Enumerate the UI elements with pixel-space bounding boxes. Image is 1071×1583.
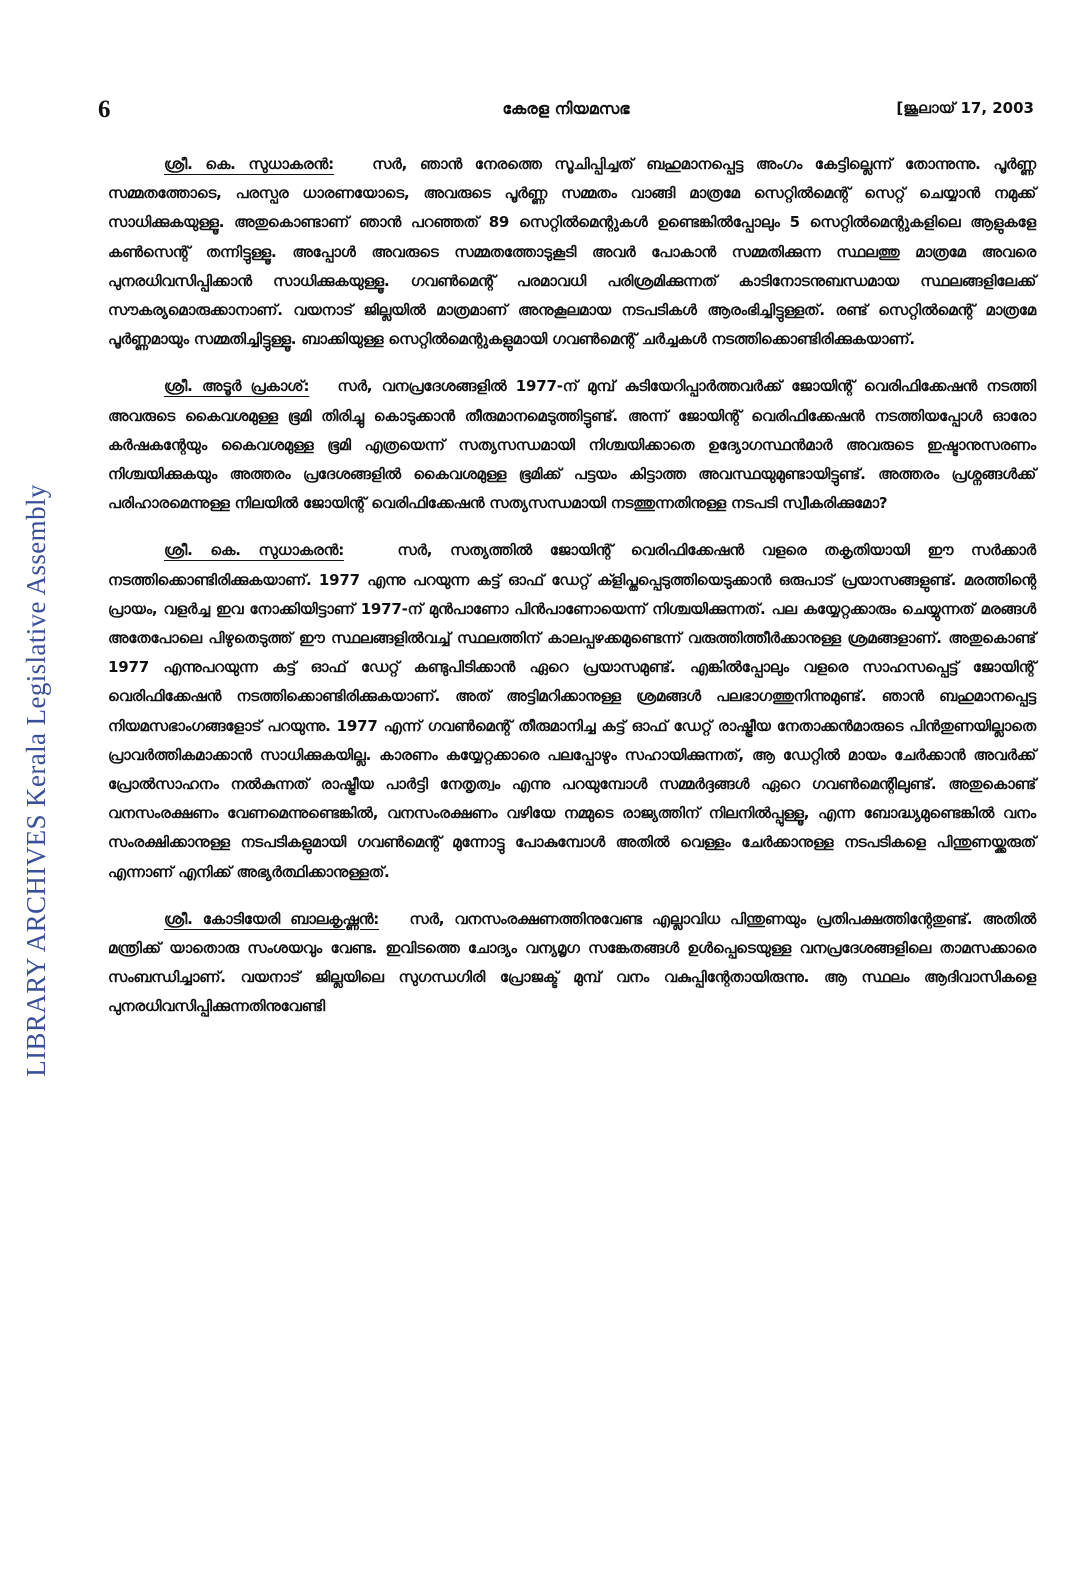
speaker-name: ശ്രീ. കെ. സുധാകരൻ: bbox=[164, 541, 345, 560]
speech-text: സർ, സത്യത്തിൽ ജോയിന്റ് വെരിഫിക്കേഷൻ വളരെ തകൃതിയായി ഈ സർക്കാർ നടത്തിക്കൊണ്ടിരിക്കുകയാണ്. 1977 എന്നു പറയുന്ന കട്ട് ഓഫ് ഡേറ്റ് ക്ളിപ്തപ്പെടുത്തിയെടുക്കാൻ ഒരുപാട് പ്രയാസങ്ങളുണ്ട്. മരത്തിന്റെ പ്രായം, വളർച്ച ഇവ നോക്കിയിട്ടാണ് 1977-ന് മുൻപാണോ പിൻപാണോയെന്ന് നിശ്ചയിക്കുന്നത്. പല കയ്യേറ്റക്കാരും ചെയ്യുന്നത് മരങ്ങൾ അതേപോലെ പിഴുതെടുത്ത് ഈ സ്ഥലങ്ങളിൽവച്ച് സ്ഥലത്തിന് കാലപ്പഴക്കമുണ്ടെന്ന് വരുത്തിത്തീർക്കാനുള്ള ശ്രമങ്ങളാണ്. അതുകൊണ്ട് 1977 എന്നുപറയുന്ന കട്ട് ഓഫ് ഡേറ്റ് കണ്ടുപിടിക്കാൻ ഏറെ പ്രയാസമുണ്ട്. എങ്കിൽപ്പോലും വളരെ സാഹസപ്പെട്ട് ജോയിന്റ് വെരിഫിക്കേഷൻ നടത്തിക്കൊണ്ടിരിക്കുകയാണ്. അത് അട്ടിമറിക്കാനുള്ള ശ്രമങ്ങൾ പലഭാഗത്തുനിന്നുമുണ്ട്. ഞാൻ ബഹുമാനപ്പെട്ട നിയമസഭാംഗങ്ങളോട് പറയുന്നു. 1977 എന്ന് ഗവൺമെന്റ് തീരുമാനിച്ച കട്ട് ഓഫ് ഡേറ്റ് രാഷ്ട്രീയ നേതാക്കൻമാരുടെ പിൻതുണയില്ലാതെ പ്രാവർത്തികമാക്കാൻ സാധിക്കുകയില്ല. കാരണം കയ്യേറ്റക്കാരെ പലപ്പോഴും സഹായിക്കുന്നത്, ആ ഡേറ്റിൽ മായം ചേർക്കാൻ അവർക്ക് പ്രോൽസാഹനം നൽകുന്നത് രാഷ്ട്രീയ പാർട്ടി നേതൃത്വം എന്നു പറയുമ്പോൾ സമ്മർദ്ദങ്ങൾ ഏറെ ഗവൺമെന്റിലുണ്ട്. അതുകൊണ്ട് വനസംരക്ഷണം വേണമെന്നുണ്ടെങ്കിൽ, വനസംരക്ഷണം വഴിയേ നമ്മുടെ രാജ്യത്തിന് നിലനിൽപ്പുള്ളൂ, എന്ന ബോദ്ധ്യമുണ്ടെങ്കിൽ വനം സംരക്ഷിക്കാനുള്ള നടപടികളുമായി ഗവൺമെന്റ് മുന്നോട്ടു പോകുമ്പോൾ അതിൽ വെള്ളം ചേർക്കാനുള്ള നടപടികളെ പിന്തുണയ്ക്കരുത് എന്നാണ് എനിക്ക് അഭ്യർത്ഥിക്കാനുള്ളത്. bbox=[108, 541, 1037, 881]
watermark-text: LIBRARY ARCHIVES Kerala Legislative Assembly bbox=[20, 483, 51, 1077]
speech-paragraph bbox=[108, 536, 1036, 886]
proceedings-text bbox=[108, 150, 1036, 1040]
page-number: 6 bbox=[98, 96, 111, 123]
speech-paragraph bbox=[108, 150, 1036, 354]
archive-watermark bbox=[16, 200, 56, 1360]
speech-text: സർ, വനപ്രദേശങ്ങളിൽ 1977-ന് മുമ്പ് കുടിയേറിപ്പാർത്തവർക്ക് ജോയിന്റ് വെരിഫിക്കേഷൻ നടത്തി അവരുടെ കൈവശമുള്ള ഭൂമി തിരിച്ചു കൊടുക്കാൻ തീരുമാനമെടുത്തിട്ടുണ്ട്. അന്ന് ജോയിന്റ് വെരിഫിക്കേഷൻ നടത്തിയപ്പോൾ ഓരോ കർഷകന്റേയും കൈവശമുള്ള ഭൂമി എത്രയെന്ന് സത്യസന്ധമായി നിശ്ചയിക്കാതെ ഉദ്യോഗസ്ഥൻമാർ അവരുടെ ഇഷ്ടാനുസരണം നിശ്ചയിക്കുകയും അത്തരം പ്രദേശങ്ങളിൽ കൈവശമുള്ള ഭൂമിക്ക് പട്ടയം കിട്ടാത്ത അവസ്ഥയുമുണ്ടായിട്ടുണ്ട്. അത്തരം പ്രശ്നങ്ങൾക്ക് പരിഹാരമെന്നുള്ള നിലയിൽ ജോയിന്റ് വെരിഫിക്കേഷൻ സത്യസന്ധമായി നടത്തുന്നതിനുള്ള നടപടി സ്വീകരിക്കുമോ? bbox=[108, 377, 1036, 513]
page-date: [ജൂലായ് 17, 2003 bbox=[896, 99, 1034, 117]
speaker-name: ശ്രീ. കെ. സുധാകരൻ: bbox=[164, 155, 334, 173]
speaker-name: ശ്രീ. അടൂർ പ്രകാശ്: bbox=[164, 377, 310, 396]
speaker-name: ശ്രീ. കോടിയേരി ബാലകൃഷ്ണൻ: bbox=[164, 909, 380, 928]
speech-text: സർ, വനസംരക്ഷണത്തിനുവേണ്ട എല്ലാവിധ പിന്തുണയും പ്രതിപക്ഷത്തിന്റേതുണ്ട്. അതിൽ മന്ത്രിക്ക് യാതൊരു സംശയവും വേണ്ട. ഇവിടത്തെ ചോദ്യം വന്യമൃഗ സങ്കേതങ്ങൾ ഉൾപ്പെടെയുള്ള വനപ്രദേശങ്ങളിലെ താമസക്കാരെ സംബന്ധിച്ചാണ്. വയനാട് ജില്ലയിലെ സുഗന്ധഗിരി പ്രോജക്ട് മുമ്പ് വനം വകുപ്പിന്റേതായിരുന്നു. ആ സ്ഥലം ആദിവാസികളെ പുനരധിവസിപ്പിക്കുന്നതിനുവേണ്ടി bbox=[108, 909, 1036, 1016]
speech-paragraph bbox=[108, 905, 1036, 1022]
speech-paragraph bbox=[108, 372, 1036, 518]
speech-text: സർ, ഞാൻ നേരത്തെ സൂചിപ്പിച്ചത് ബഹുമാനപ്പെട്ട അംഗം കേട്ടില്ലെന്ന് തോന്നുന്നു. പൂർണ്ണ സമ്മതത്തോടെ, പരസ്പര ധാരണയോടെ, അവരുടെ പൂർണ്ണ സമ്മതം വാങ്ങി മാത്രമേ സെറ്റിൽമെന്റ് സെറ്റ് ചെയ്യാൻ നമുക്ക് സാധിക്കുകയുള്ളൂ. അതുകൊണ്ടാണ് ഞാൻ പറഞ്ഞത് 89 സെറ്റിൽമെന്റുകൾ ഉണ്ടെങ്കിൽപ്പോലും 5 സെറ്റിൽമെന്റുകളിലെ ആളുകളേ കൺസെന്റ് തന്നിട്ടുള്ളൂ. അപ്പോൾ അവരുടെ സമ്മതത്തോടുകൂടി അവർ പോകാൻ സമ്മതിക്കുന്ന സ്ഥലത്തു മാത്രമേ അവരെ പുനരധിവസിപ്പിക്കാൻ സാധിക്കുകയുള്ളൂ. ഗവൺമെന്റ് പരമാവധി പരിശ്രമിക്കുന്നത് കാടിനോടനുബന്ധമായ സ്ഥലങ്ങളിലേക്ക് സൗകര്യമൊരുക്കാനാണ്. വയനാട് ജില്ലയിൽ മാത്രമാണ് അനുകൂലമായ നടപടികൾ ആരംഭിച്ചിട്ടുള്ളത്. രണ്ട് സെറ്റിൽമെന്റ് മാത്രമേ പൂർണ്ണമായും സമ്മതിച്ചിട്ടുള്ളൂ. ബാക്കിയുള്ള സെറ്റിൽമെന്റുകളുമായി ഗവൺമെന്റ് ചർച്ചകൾ നടത്തിക്കൊണ്ടിരിക്കുകയാണ്. bbox=[108, 155, 1036, 349]
page-header bbox=[98, 96, 1034, 128]
page-title: കേരള നിയമസഭ bbox=[502, 99, 630, 118]
